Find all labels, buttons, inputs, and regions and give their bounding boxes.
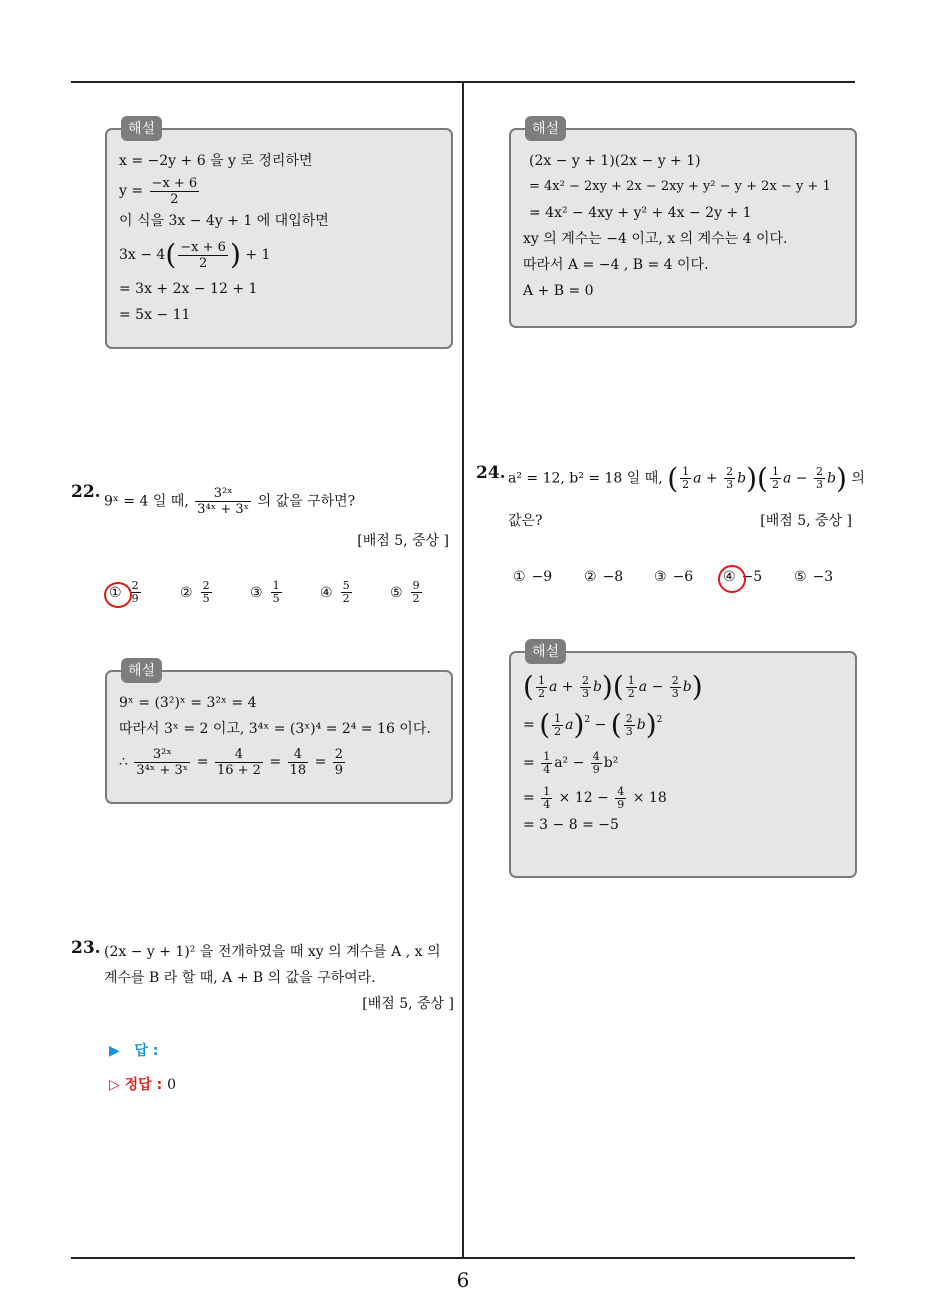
bottom-rule [71, 1257, 855, 1259]
solution-line: = $\frac{1}{4}$ × 12 − $\frac{4}{9}$ × 18 [523, 784, 667, 811]
correct-answer: ▷ 정답 : 0 [109, 1077, 176, 1093]
play-arrow-icon: ▶ [109, 1043, 120, 1059]
solution-line: 9ˣ = (3²)ˣ = 3²ˣ = 4 [119, 695, 257, 711]
fraction: $\frac{2}{9}$ [334, 746, 344, 778]
solution-line: = 3 − 8 = −5 [523, 817, 619, 833]
solution-line: ∴ $\frac{\text{3²ˣ}}{\text{3⁴ˣ + 3ˣ}}$ = $\frac{4}{16 + 2}$ = $\frac{4}{18}$ = $\frac{2}{9}$ [119, 746, 344, 778]
fraction: $\frac{2}{5}$ [202, 579, 210, 605]
solution-line: 3x − 4( $\frac{-x + 6}{2}$ ) + 1 [119, 238, 271, 271]
solution-line: = 3x + 2x − 12 + 1 [119, 281, 258, 297]
answer-field[interactable]: ▶ 답 : [109, 1043, 159, 1059]
fraction: $\frac{4}{18}$ [289, 746, 307, 778]
fraction: $\frac{\text{3²ˣ}}{\text{3⁴ˣ + 3ˣ}}$ [197, 486, 250, 517]
solution-line: A + B = 0 [523, 283, 594, 299]
outline-arrow-icon: ▷ [109, 1077, 120, 1093]
question-text: 9ˣ = 4 일 때, $\frac{\text{3²ˣ}}{\text{3⁴ˣ + 3ˣ}}$ 의 값을 구하면? [104, 486, 356, 517]
choice-4[interactable]: ④ −5 [723, 569, 763, 585]
choice-2[interactable]: ② $\frac{2}{5}$ [180, 579, 210, 605]
score-label: [배점 5, 중상 ] [357, 533, 449, 549]
solution-box-23 [509, 121, 857, 328]
solution-line: xy 의 계수는 −4 이고, x 의 계수는 4 이다. [523, 231, 788, 247]
solution-tag: 해설 [121, 658, 162, 683]
selected-answer-mark [718, 565, 746, 593]
solution-line: = 5x − 11 [119, 307, 191, 323]
fraction: $\frac{5}{2}$ [342, 579, 350, 605]
solution-box-22 [105, 663, 453, 804]
fraction: $\frac{-x + 6}{2}$ [151, 175, 198, 207]
question-text: 값은? [508, 513, 543, 529]
fraction: $\frac{9}{2}$ [412, 579, 420, 605]
column-divider [462, 83, 464, 1259]
question-number: 23. [71, 938, 101, 958]
choice-5[interactable]: ⑤ −3 [794, 569, 834, 585]
solution-line: x = −2y + 6 을 y 로 정리하면 [119, 153, 313, 169]
choice-3[interactable]: ③ $\frac{1}{5}$ [250, 579, 280, 605]
fraction: $\frac{4}{16 + 2}$ [216, 746, 261, 778]
solution-line: y = $\frac{-x + 6}{2}$ [119, 175, 198, 207]
score-label: [배점 5, 중상 ] [362, 996, 454, 1012]
choice-4[interactable]: ④ $\frac{5}{2}$ [320, 579, 350, 605]
page-number: 6 [456, 1268, 470, 1292]
solution-line: 따라서 3ˣ = 2 이고, 3⁴ˣ = (3ˣ)⁴ = 2⁴ = 16 이다. [119, 721, 431, 737]
fraction: $\frac{2}{9}$ [131, 579, 139, 605]
solution-tag: 해설 [525, 639, 566, 664]
score-label: [배점 5, 중상 ] [760, 513, 852, 529]
question-text: a² = 12, b² = 18 일 때, ( $\frac{1}{2}$ a + $\frac{2}{3}$ b)( $\frac{1}{2}$ a − $\frac{2}{3}$ b) 의 [508, 462, 865, 495]
question-number: 22. [71, 482, 101, 502]
choice-1[interactable]: ① $\frac{2}{9}$ [109, 579, 139, 605]
solution-line: = $\frac{1}{4}$ a² − $\frac{4}{9}$ b² [523, 749, 619, 776]
solution-box-24 [509, 644, 857, 878]
selected-answer-mark [104, 582, 132, 608]
solution-line: 이 식을 3x − 4y + 1 에 대입하면 [119, 213, 329, 229]
choice-1[interactable]: ① −9 [513, 569, 553, 585]
solution-line: ( $\frac{1}{2}$ a + $\frac{2}{3}$ b)( $\frac{1}{2}$ a − $\frac{2}{3}$ b) [523, 670, 703, 703]
solution-tag: 해설 [525, 116, 566, 141]
solution-line: = 4x² − 4xy + y² + 4x − 2y + 1 [529, 205, 752, 221]
solution-tag: 해설 [121, 116, 162, 141]
solution-line: (2x − y + 1)(2x − y + 1) [529, 153, 701, 169]
solution-box-21 [105, 121, 453, 349]
question-text: (2x − y + 1)² 을 전개하였을 때 xy 의 계수를 A , x 의 [104, 944, 441, 960]
question-text: 계수를 B 라 할 때, A + B 의 값을 구하여라. [104, 970, 376, 986]
choice-2[interactable]: ② −8 [584, 569, 624, 585]
solution-line: = 4x² − 2xy + 2x − 2xy + y² − y + 2x − y + 1 [529, 179, 831, 194]
fraction: $\frac{1}{5}$ [272, 579, 280, 605]
solution-line: 따라서 A = −4 , B = 4 이다. [523, 257, 709, 273]
solution-line: = ( $\frac{1}{2}$ a)$^2$ − ( $\frac{2}{3}$ b)$^2$ [523, 708, 663, 741]
choice-3[interactable]: ③ −6 [654, 569, 694, 585]
choice-5[interactable]: ⑤ $\frac{9}{2}$ [390, 579, 420, 605]
fraction: $\frac{-x + 6}{2}$ [180, 239, 226, 271]
question-number: 24. [476, 463, 506, 483]
fraction: $\frac{\text{3²ˣ}}{\text{3⁴ˣ + 3ˣ}}$ [136, 746, 189, 778]
